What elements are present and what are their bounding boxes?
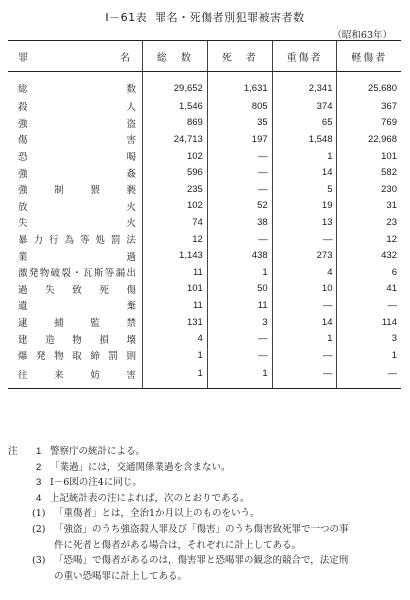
table-title-text: 罪名・死傷者別犯罪被害者数 — [155, 11, 305, 24]
minor-cell: 25,680 — [337, 72, 401, 99]
note-item: 2 「業過」には，交通関係業過を含まない。 — [8, 460, 404, 476]
sub-note: (1) 「重傷者」とは，全治1か月以上のものをいう。 — [8, 506, 404, 522]
minor-cell: 769 — [337, 115, 401, 132]
crime-name-cell: 逮 捕 監 禁 — [18, 318, 136, 330]
serious-cell: 65 — [272, 115, 337, 132]
minor-cell: 367 — [337, 98, 401, 115]
dead-cell: 3 — [207, 314, 272, 331]
table-row — [8, 264, 401, 281]
table-row — [8, 148, 401, 165]
crime-name-cell: 放 火 — [18, 201, 136, 213]
minor-cell: 6 — [337, 264, 401, 281]
serious-cell: 14 — [272, 164, 337, 181]
total-cell: 24,713 — [143, 131, 208, 148]
header-row — [8, 41, 401, 72]
serious-cell: 374 — [272, 98, 337, 115]
crime-name-cell: 傷 害 — [18, 135, 136, 147]
crime-name-cell: 失 火 — [18, 218, 136, 230]
minor-cell: 22,968 — [337, 131, 401, 148]
table-row — [8, 247, 401, 264]
crime-name-cell: 爆 発 物 取 締 罰 則 — [18, 351, 136, 363]
table-row — [8, 330, 401, 347]
sub-note: (3) 「恐喝」で傷者があるのは，傷害罪と恐喝罪の観念的競合で，法定刑 — [8, 553, 404, 569]
crime-name-cell: 殺 人 — [18, 102, 136, 114]
minor-cell: 3 — [337, 330, 401, 347]
dead-cell: 1 — [207, 264, 272, 281]
serious-cell: 10 — [272, 281, 337, 298]
note-item: 4 上記統計表の注によれば，次のとおりである。 — [8, 491, 404, 507]
dead-cell: — — [207, 148, 272, 165]
dead-cell: — — [207, 330, 272, 347]
dead-cell: 1 — [207, 364, 272, 389]
sub-note-text: 「重傷者」とは，全治1か月以上のものをいう。 — [54, 508, 260, 520]
table-row — [8, 115, 401, 132]
header-minor: 軽傷者 — [337, 41, 401, 72]
serious-cell: 1,548 — [272, 131, 337, 148]
total-cell: 869 — [143, 115, 208, 132]
total-cell: 11 — [143, 264, 208, 281]
table-row — [8, 297, 401, 314]
sub-note-text: 「恐喝」で傷者があるのは，傷害罪と恐喝罪の観念的競合で，法定刑 — [54, 555, 349, 567]
serious-cell: 1 — [272, 148, 337, 165]
serious-cell: — — [272, 231, 337, 248]
crime-victims-table — [8, 40, 401, 389]
table-body — [8, 72, 401, 389]
sub-note: (2) 「強盗」のうち強盗殺人罪及び「傷害」のうち傷害致死罪で一つの事 — [8, 522, 404, 538]
crime-name-cell: 恐 喝 — [18, 152, 136, 164]
crime-name-cell: 過 失 致 死 傷 — [18, 284, 136, 296]
serious-cell: 2,341 — [272, 72, 337, 99]
dead-cell: 805 — [207, 98, 272, 115]
total-cell: 29,652 — [143, 72, 208, 99]
crime-name-cell: 総 数 — [18, 84, 136, 95]
header-dead: 死 者 — [207, 41, 272, 72]
dead-cell: — — [207, 347, 272, 364]
serious-cell: 5 — [272, 181, 337, 198]
total-cell: 11 — [143, 297, 208, 314]
table-row — [8, 164, 401, 181]
crime-name-cell: 遺 棄 — [18, 301, 136, 313]
table-title — [0, 9, 410, 25]
serious-cell: — — [272, 297, 337, 314]
serious-cell: 19 — [272, 198, 337, 215]
table-row — [8, 98, 401, 115]
serious-cell: — — [272, 347, 337, 364]
dead-cell: — — [207, 164, 272, 181]
dead-cell: — — [207, 231, 272, 248]
total-cell: 131 — [143, 314, 208, 331]
dead-cell: 1,631 — [207, 72, 272, 99]
serious-cell: 273 — [272, 247, 337, 264]
minor-cell: 432 — [337, 247, 401, 264]
table-row — [8, 214, 401, 231]
minor-cell: 1 — [337, 347, 401, 364]
crime-name-cell: 強 制 猥 褻 — [18, 185, 136, 197]
crime-name-cell: 建 造 物 損 壊 — [18, 334, 136, 346]
header-total: 総 数 — [143, 41, 208, 72]
note-text: 「業過」には，交通関係業過を含まない。 — [50, 461, 231, 473]
minor-cell: — — [337, 297, 401, 314]
note-item: 3 Ⅰ－6図の注4に同じ。 — [8, 475, 404, 491]
dead-cell: 11 — [207, 297, 272, 314]
dead-cell: 197 — [207, 131, 272, 148]
total-cell: 4 — [143, 330, 208, 347]
crime-name-cell: 往 来 妨 害 — [8, 364, 143, 389]
dead-cell: — — [207, 181, 272, 198]
table-row — [8, 198, 401, 215]
total-cell: 12 — [143, 231, 208, 248]
header-serious: 重傷者 — [272, 41, 337, 72]
table-number: Ⅰ－61表 — [105, 11, 148, 24]
minor-cell: 12 — [337, 231, 401, 248]
total-cell: 1,143 — [143, 247, 208, 264]
notes-label: 注 — [8, 446, 18, 457]
table-row — [8, 72, 401, 99]
header-crime: 罪 名 — [8, 41, 143, 72]
crime-name-cell: 業 過 — [18, 251, 136, 263]
table-row — [8, 281, 401, 298]
minor-cell: 41 — [337, 281, 401, 298]
minor-cell: 114 — [337, 314, 401, 331]
table-row — [8, 364, 401, 389]
note-item: 注 1 警察庁の統計による。 — [8, 444, 404, 460]
crime-name-cell: 強 姦 — [18, 168, 136, 180]
total-cell: 1 — [143, 364, 208, 389]
table-row — [8, 347, 401, 364]
minor-cell: 23 — [337, 214, 401, 231]
table-row — [8, 181, 401, 198]
serious-cell: 14 — [272, 314, 337, 331]
crime-name-cell: 激 発 物 破 裂 ・ 瓦 斯 等 漏 出 — [18, 268, 136, 280]
serious-cell: 13 — [272, 214, 337, 231]
crime-name-cell: 暴 力 行 為 等 処 罰 法 — [18, 235, 136, 247]
serious-cell: — — [272, 364, 337, 389]
total-cell: 102 — [143, 198, 208, 215]
minor-cell: 31 — [337, 198, 401, 215]
note-text: 警察庁の統計による。 — [50, 446, 146, 457]
dead-cell: 38 — [207, 214, 272, 231]
total-cell: 101 — [143, 281, 208, 298]
sub-note-continuation: の重い恐喝罪に計上してある。 — [54, 570, 188, 582]
sub-note-text: 「強盗」のうち強盗殺人罪及び「傷害」のうち傷害致死罪で一つの事 — [54, 523, 349, 535]
crime-name-cell: 強 盗 — [18, 118, 136, 130]
total-cell: 596 — [143, 164, 208, 181]
serious-cell: 1 — [272, 330, 337, 347]
minor-cell: 101 — [337, 148, 401, 165]
minor-cell: 582 — [337, 164, 401, 181]
serious-cell: 4 — [272, 264, 337, 281]
table-row — [8, 131, 401, 148]
minor-cell: 230 — [337, 181, 401, 198]
total-cell: 1 — [143, 347, 208, 364]
notes-section — [8, 444, 404, 584]
total-cell: 102 — [143, 148, 208, 165]
dead-cell: 438 — [207, 247, 272, 264]
dead-cell: 35 — [207, 115, 272, 132]
dead-cell: 50 — [207, 281, 272, 298]
total-cell: 74 — [143, 214, 208, 231]
note-text: 上記統計表の注によれば，次のとおりである。 — [50, 492, 250, 504]
era-label: （昭和63年） — [332, 30, 392, 41]
sub-note-continuation: 件に死者と傷者がある場合は，それぞれに計上してある。 — [54, 539, 302, 551]
total-cell: 235 — [143, 181, 208, 198]
total-cell: 1,546 — [143, 98, 208, 115]
table-row — [8, 231, 401, 248]
dead-cell: 52 — [207, 198, 272, 215]
note-text: Ⅰ－6図の注4に同じ。 — [50, 477, 142, 489]
minor-cell: — — [337, 364, 401, 389]
table-row — [8, 314, 401, 331]
